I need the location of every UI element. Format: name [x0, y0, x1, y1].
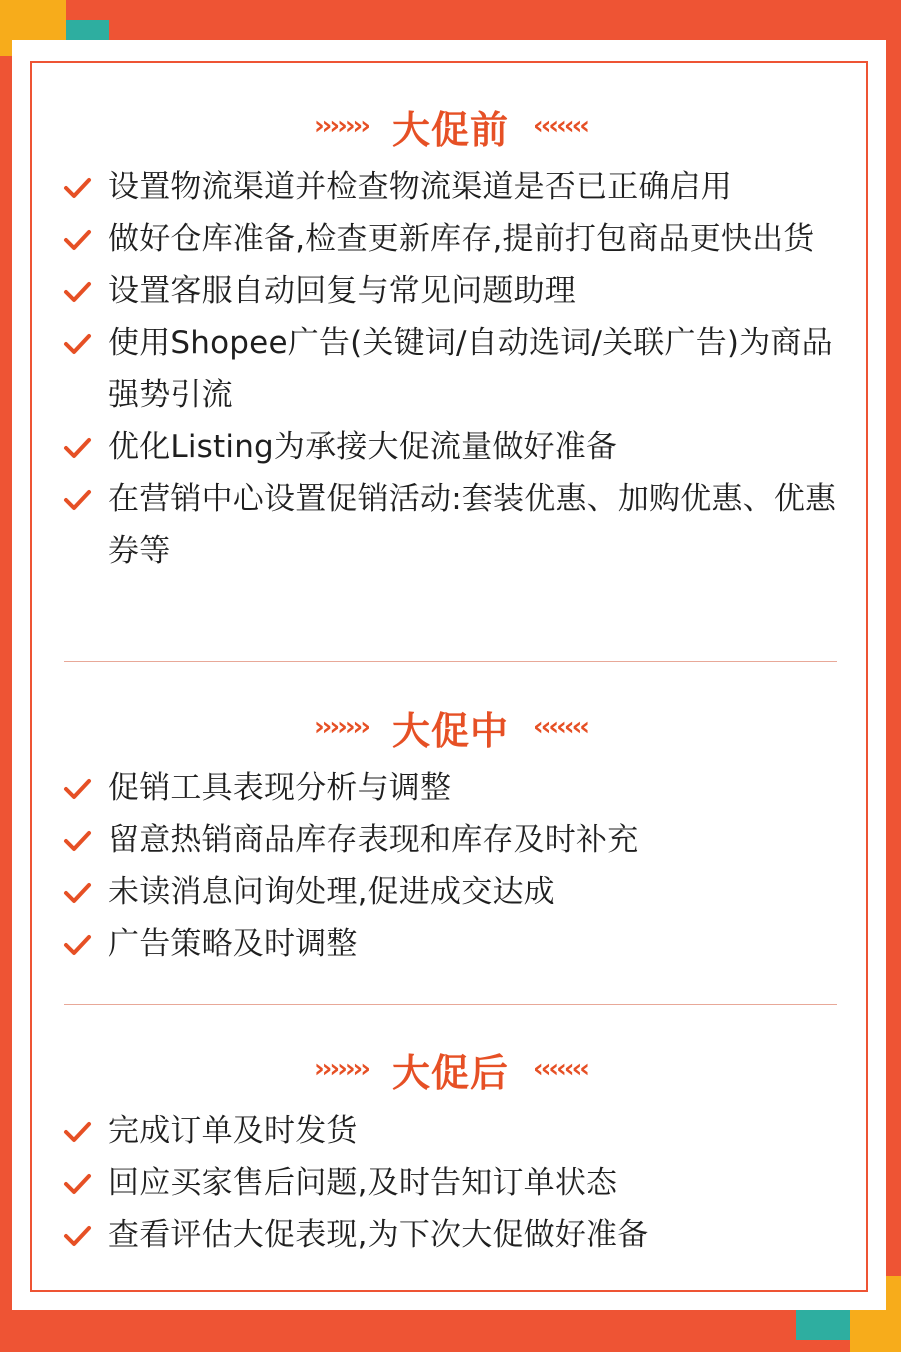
check-icon [62, 930, 92, 960]
right-arrows-decoration: ‹‹‹‹‹‹‹ [533, 712, 588, 742]
check-icon [62, 329, 92, 359]
left-arrows-decoration: ››››››› [313, 712, 368, 742]
item-text: 广告策略及时调整 [108, 926, 358, 962]
list-item [62, 762, 842, 814]
list-item [62, 421, 842, 473]
check-icon [62, 173, 92, 203]
list-item [62, 866, 842, 918]
check-icon [62, 1117, 92, 1147]
right-arrows-decoration: ‹‹‹‹‹‹‹ [533, 111, 588, 141]
check-icon [62, 774, 92, 804]
check-icon [62, 1169, 92, 1199]
item-text: 使用Shopee广告(关键词/自动选词/关联广告)为商品强势引流 [108, 325, 833, 413]
list-item [62, 213, 842, 265]
check-icon [62, 826, 92, 856]
item-text: 促销工具表现分析与调整 [108, 770, 452, 806]
item-text: 完成订单及时发货 [108, 1113, 358, 1149]
list-item [62, 814, 842, 866]
right-arrows-decoration: ‹‹‹‹‹‹‹ [533, 1054, 588, 1084]
section-header-during [0, 697, 901, 757]
checklist-during [62, 762, 842, 970]
item-text: 设置物流渠道并检查物流渠道是否已正确启用 [108, 169, 732, 205]
item-text: 未读消息问询处理,促进成交达成 [108, 874, 555, 910]
check-icon [62, 433, 92, 463]
item-text: 设置客服自动回复与常见问题助理 [108, 273, 576, 309]
item-text: 优化Listing为承接大促流量做好准备 [108, 429, 618, 465]
check-icon [62, 878, 92, 908]
item-text: 留意热销商品库存表现和库存及时补充 [108, 822, 639, 858]
check-icon [62, 485, 92, 515]
section-title-after: 大促后 [391, 1050, 509, 1095]
list-item [62, 1209, 842, 1261]
section-header-after [0, 1039, 901, 1099]
section-title-before: 大促前 [391, 107, 509, 152]
list-item [62, 1157, 842, 1209]
list-item [62, 161, 842, 213]
list-item [62, 473, 842, 577]
item-text: 回应买家售后问题,及时告知订单状态 [108, 1165, 618, 1201]
check-icon [62, 1221, 92, 1251]
checklist-before [62, 161, 842, 577]
section-divider [64, 1004, 837, 1005]
item-text: 做好仓库准备,检查更新库存,提前打包商品更快出货 [108, 221, 815, 257]
item-text: 在营销中心设置促销活动:套装优惠、加购优惠、优惠券等 [108, 481, 837, 569]
section-title-during: 大促中 [391, 708, 509, 753]
list-item [62, 918, 842, 970]
list-item [62, 317, 842, 421]
item-text: 查看评估大促表现,为下次大促做好准备 [108, 1217, 649, 1253]
list-item [62, 265, 842, 317]
check-icon [62, 277, 92, 307]
list-item [62, 1105, 842, 1157]
left-arrows-decoration: ››››››› [313, 1054, 368, 1084]
check-icon [62, 225, 92, 255]
section-header-before [0, 96, 901, 156]
checklist-after [62, 1105, 842, 1261]
corner-teal-block-bottom [796, 1310, 850, 1340]
section-divider [64, 661, 837, 662]
left-arrows-decoration: ››››››› [313, 111, 368, 141]
